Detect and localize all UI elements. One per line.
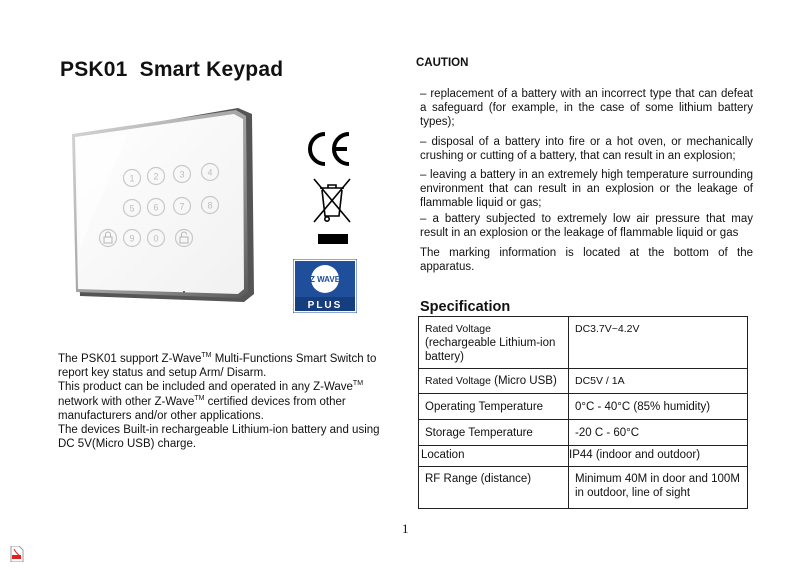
table-row [419,420,748,446]
svg-text:8: 8 [207,200,213,211]
spec-label: Location [419,446,569,467]
intro-line2-post: certified devices from other manufacturers and/or other applications. [58,395,346,422]
tm-mark: TM [201,352,212,360]
spec-value: -20 C - 60°C [569,420,748,446]
caution-title: CAUTION [416,57,469,69]
ce-mark-icon [303,130,353,168]
keypad-device-image [68,108,256,302]
zwave-logo-text: Z WAVE [309,275,341,284]
svg-text:0: 0 [153,233,159,244]
svg-text:3: 3 [179,169,185,180]
tm-mark: TM [194,394,205,402]
spec-label: Operating Temperature [419,394,569,420]
caution-item: – replacement of a battery with an incorrect type that can defeat a safeguard (for example, in the case of some lithium battery types); [420,88,753,129]
intro-line1-pre: The PSK01 support Z-Wave [58,353,202,365]
spec-title: Specification [420,299,511,315]
caution-item: – leaving a battery in an extremely high temperature surrounding environment that can result in an explosion or the leakage of flammable liquid or gas; [420,169,753,210]
svg-text:4: 4 [207,167,213,178]
spec-value: DC3.7V~4.2V [569,317,748,369]
table-row [419,394,748,420]
zwave-plus-logo [293,259,357,313]
caution-item: – disposal of a battery into fire or a hot oven, or mechanically crushing or cutting of a battery, that can result in an explosion; [420,135,753,162]
caution-list [420,87,753,274]
weee-bar [318,234,348,244]
intro-line2-mid: network with other Z-Wave [58,395,195,408]
marking-info: The marking information is located at the bottom of the apparatus. [420,247,753,274]
page-number: 1 [402,521,409,536]
spec-label: Rated Voltage (Micro USB) [419,369,569,394]
svg-text:6: 6 [153,202,159,213]
table-row [419,446,748,467]
page-title: PSK01 Smart Keypad [60,58,284,81]
weee-crossed-bin-icon [312,176,352,224]
table-row [419,467,748,509]
intro-line2-pre: This product can be included and operated in any Z-Wave [58,381,353,394]
table-row [419,369,748,394]
svg-text:2: 2 [153,171,159,182]
intro-line3: The devices Built-in rechargeable Lithium-ion battery and using DC 5V(Micro USB) charge. [58,424,380,451]
spec-table [418,316,748,509]
spec-label: Rated Voltage (rechargeable Lithium-ion battery) [419,317,569,369]
svg-text:9: 9 [129,233,135,244]
intro-line1-post: Multi-Functions Smart Switch to report key status and setup Arm/ Disarm. [58,353,377,380]
intro-text [58,352,388,451]
svg-text:5: 5 [129,203,135,214]
svg-text:1: 1 [129,173,135,184]
pdf-file-icon[interactable] [10,546,24,562]
spec-value: DC5V / 1A [569,369,748,394]
caution-item: – a battery subjected to extremely low air pressure that may result in an explosion or the leakage of flammable liquid or gas [420,212,753,239]
spec-value: Minimum 40M in door and 100M in outdoor, line of sight [569,467,748,509]
svg-text:7: 7 [179,201,185,212]
spec-value: 0°C - 40°C (85% humidity) [569,394,748,420]
spec-value: IP44 (indoor and outdoor) [569,446,748,467]
zwave-plus-text: PLUS [307,300,343,311]
tm-mark: TM [352,380,364,388]
table-row [419,317,748,369]
spec-label: Storage Temperature [419,420,569,446]
spec-label: RF Range (distance) [419,467,569,509]
